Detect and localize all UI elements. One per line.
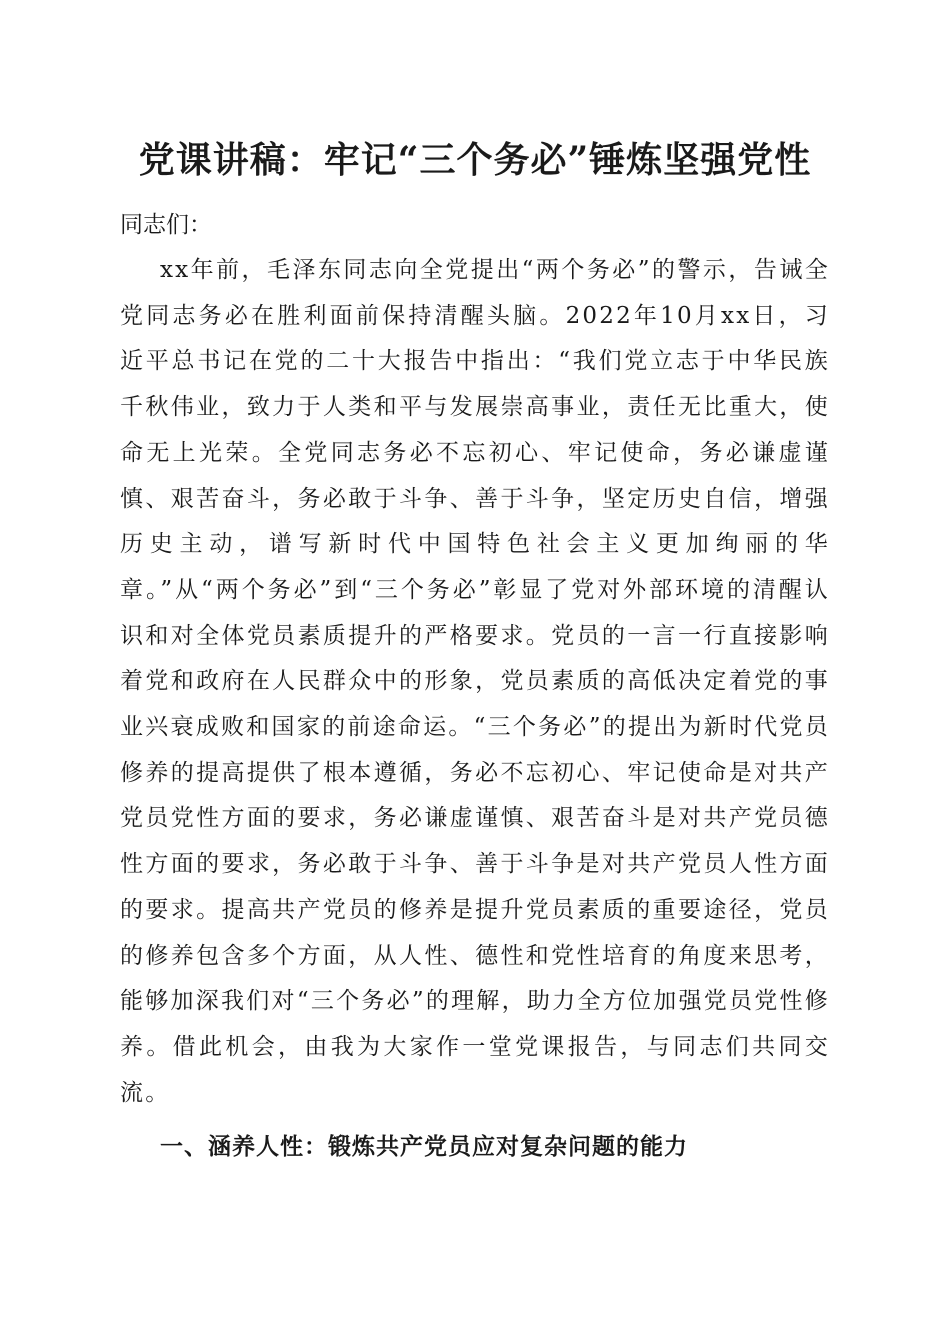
document-title: 党课讲稿：牢记“三个务必”锤炼坚强党性 [138,139,812,181]
section-heading-1: 一、涵养人性：锻炼共产党员应对复杂问题的能力 [160,1133,688,1160]
body-paragraph: xx年前，毛泽东同志向全党提出“两个务必”的警示，告诫全党同志务必在胜利面前保持清醒头脑。2022年10月xx日，习近平总书记在党的二十大报告中指出：“我们党立志于中华民族千秋伟业，致力于人类和平与发展崇高事业，责任无比重大，使命无上光荣。全党同志务必不忘初心、牢记使命，务必谦虚谨慎、艰苦奋斗，务必敢于斗争、善于斗争，坚定历史自信，增强历史主动，谱写新时代中国特色社会主义更加绚丽的华章。”从“两个务必”到“三个务必”彰显了党对外部环境的清醒认识和对全体党员素质提升的严格要求。党员的一言一行直接影响着党和政府在人民群众中的形象，党员素质的高低决定着党的事业兴衰成败和国家的前途命运。“三个务必”的提出为新时代党员修养的提高提供了根本遵循，务必不忘初心、牢记使命是对共产党员党性方面的要求，务必谦虚谨慎、艰苦奋斗是对共产党员德性方面的要求，务必敢于斗争、善于斗争是对共产党员人性方面的要求。提高共产党员的修养是提升党员素质的重要途径，党员的修养包含多个方面，从人性、德性和党性培育的角度来思考，能够加深我们对“三个务必”的理解，助力全方位加强党员党性修养。借此机会，由我为大家作一堂党课报告，与同志们共同交流。 [120,257,830,1106]
salutation: 同志们： [120,212,212,238]
